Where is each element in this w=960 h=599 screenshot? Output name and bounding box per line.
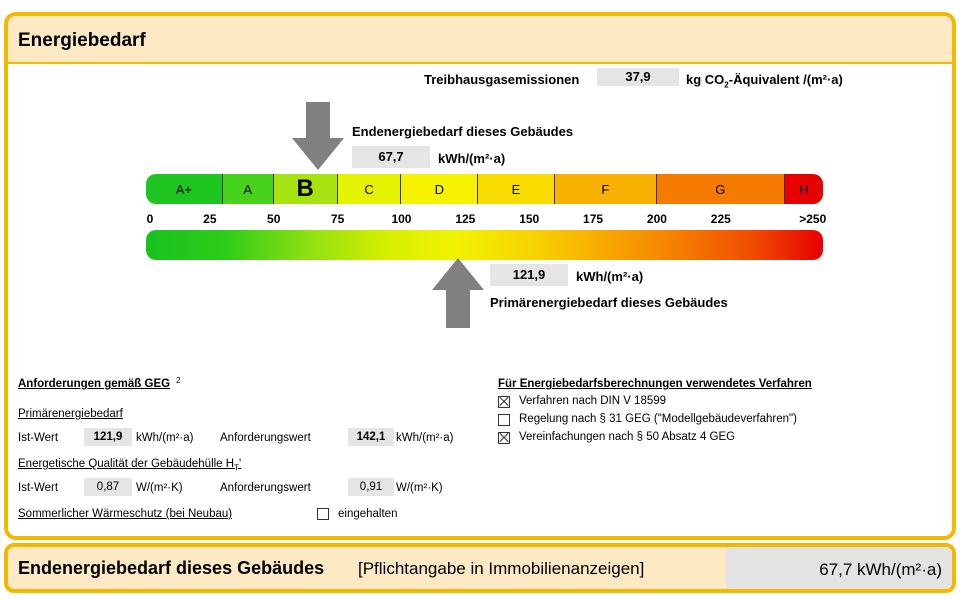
summary-value: 67,7 kWh/(m²·a): [726, 547, 952, 589]
class-segment-c: C: [338, 174, 402, 204]
efficiency-class-scale: [146, 174, 823, 204]
scale-tick-label: 175: [583, 212, 604, 226]
primary-energy-unit: kWh/(m²·a): [576, 269, 644, 284]
summary-label: Endenergiebedarf dieses Gebäudes: [18, 558, 325, 578]
primary-energy-value: 121,9: [490, 264, 568, 286]
end-energy-label: Endenergiebedarf dieses Gebäudes: [352, 124, 574, 139]
procedure-checkbox[interactable]: [498, 414, 510, 426]
class-segment-e: E: [478, 174, 555, 204]
primary-ist-label: Ist-Wert: [18, 432, 59, 444]
summer-protection-label: Sommerlicher Wärmeschutz (bei Neubau): [18, 508, 233, 520]
end-energy-unit: kWh/(m²·a): [438, 151, 506, 166]
gradient-scale-bar: [146, 230, 823, 260]
procedure-option-label: Regelung nach § 31 GEG ("Modellgebäudeverfahren"): [519, 413, 797, 425]
scale-tick-label: 150: [519, 212, 540, 226]
end-energy-value: 67,7: [352, 146, 430, 168]
emissions-value: 37,9: [597, 68, 679, 86]
scale-tick-label: 50: [267, 212, 281, 226]
class-segment-a: A: [223, 174, 274, 204]
procedure-option-label: Verfahren nach DIN V 18599: [519, 395, 667, 407]
envelope-anf-value: 0,91: [348, 478, 394, 496]
envelope-ist-value: 0,87: [84, 478, 132, 496]
scale-tick-label: 225: [710, 212, 731, 226]
class-segment-b: B: [274, 174, 338, 204]
end-energy-summary-bar: [4, 543, 956, 593]
summer-protection-option: eingehalten: [338, 508, 398, 520]
primary-anf-value: 142,1: [348, 428, 394, 446]
class-segment-f: F: [555, 174, 657, 204]
primary-energy-label: Primärenergiebedarf dieses Gebäudes: [490, 295, 728, 310]
envelope-ist-label: Ist-Wert: [18, 482, 59, 494]
envelope-anf-label: Anforderungswert: [220, 482, 311, 494]
scale-tick-label: 100: [391, 212, 412, 226]
class-segment-a-plus: A+: [146, 174, 223, 204]
scale-tick-label: 75: [330, 212, 345, 226]
scale-tick-label: >250: [799, 212, 827, 226]
primary-heading: Primärenergiebedarf: [18, 408, 123, 420]
procedure-title: Für Energiebedarfsberechnungen verwendetes Verfahren: [498, 378, 812, 390]
primary-anf-unit: kWh/(m²·a): [396, 432, 454, 444]
scale-tick-label: 25: [203, 212, 217, 226]
primary-anf-label: Anforderungswert: [220, 432, 311, 444]
energy-demand-panel: [4, 12, 956, 540]
scale-tick-label: 0: [146, 212, 154, 226]
envelope-anf-unit: W/(m²·K): [396, 482, 443, 494]
scale-tick-label: 125: [455, 212, 476, 226]
procedure-option-label: Vereinfachungen nach § 50 Absatz 4 GEG: [519, 431, 736, 443]
scale-tick-label: 200: [646, 212, 667, 226]
class-segment-h: H: [785, 174, 823, 204]
class-segment-d: D: [401, 174, 478, 204]
summary-note: [Pflichtangabe in Immobilienanzeigen]: [358, 559, 645, 578]
emissions-label: Treibhausgasemissionen: [424, 72, 580, 87]
primary-ist-value: 121,9: [84, 428, 132, 446]
end-energy-arrow-icon: [290, 102, 346, 172]
requirements-title: Anforderungen gemäß GEG: [18, 378, 171, 390]
emissions-unit: kg $CO_2$-Äquivalent /(m²·a): [686, 72, 843, 90]
summer-protection-checkbox[interactable]: [317, 508, 329, 520]
panel-header: [8, 16, 952, 64]
primary-ist-unit: kWh/(m²·a): [136, 432, 194, 444]
primary-energy-arrow-icon: [430, 258, 486, 330]
envelope-ist-unit: W/(m²·K): [136, 482, 183, 494]
procedure-checkbox[interactable]: [498, 432, 510, 444]
envelope-heading: Energetische Qualität der Gebäudehülle $H_T'$: [18, 458, 242, 473]
procedure-checkbox[interactable]: [498, 396, 510, 408]
panel-title: Energiebedarf: [18, 30, 146, 51]
requirements-footnote: 2: [176, 376, 181, 385]
class-segment-g: G: [657, 174, 785, 204]
